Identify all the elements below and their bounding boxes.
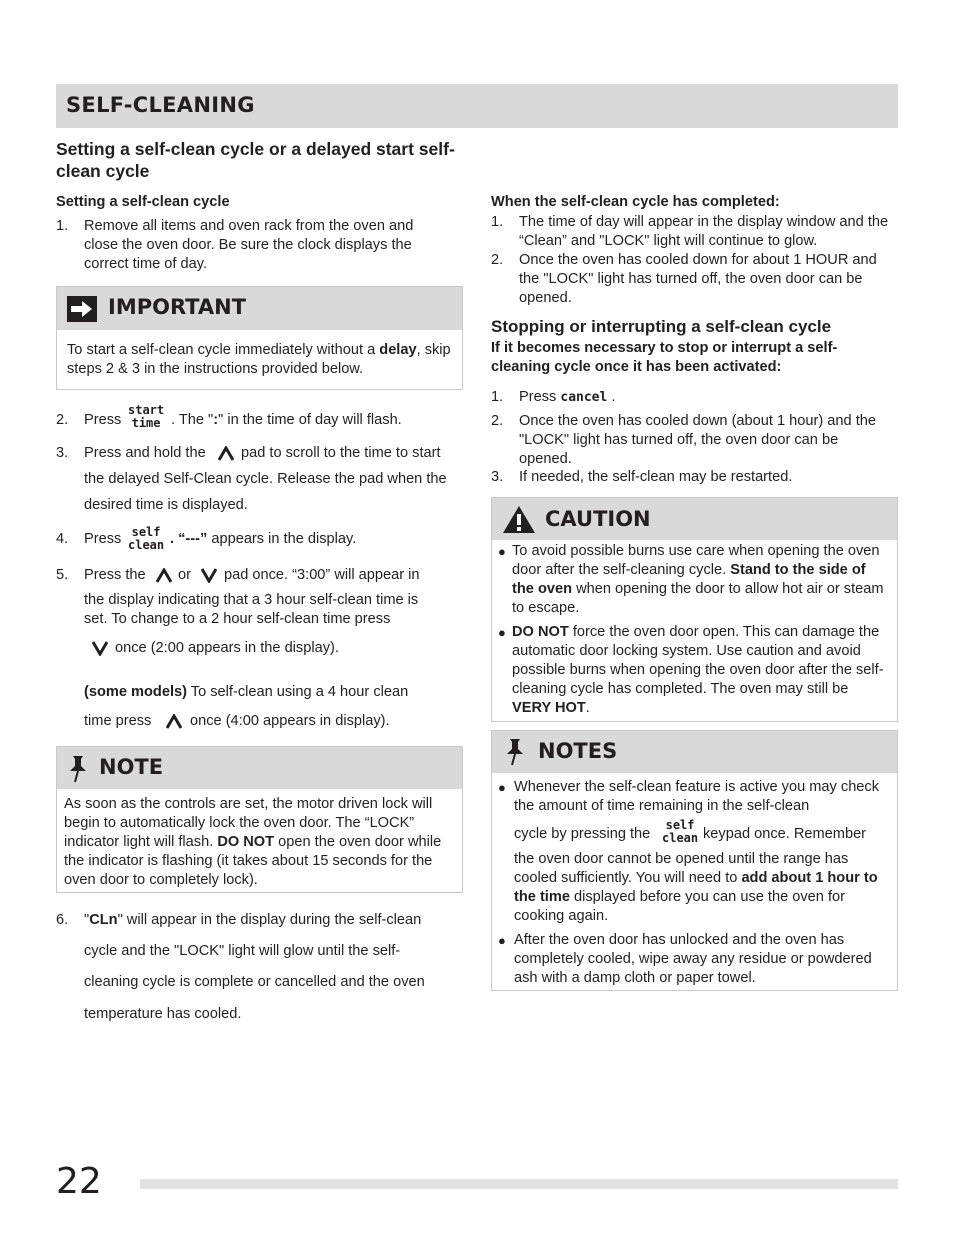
caution-header	[492, 498, 897, 540]
start-time-key: start time	[128, 403, 165, 430]
up-arrow-icon	[166, 714, 182, 729]
bullet-icon: ●	[498, 780, 506, 795]
bullet-icon: ●	[498, 625, 506, 640]
completed-item-2: 2. Once the oven has cooled down for about 1 HOUR and the "LOCK" light has turned off, the oven door can be opened.	[491, 252, 877, 306]
stopping-item-1: 1. Press cancel .	[491, 389, 616, 405]
bullet-icon: ●	[498, 544, 506, 559]
caution-box	[491, 497, 898, 722]
warning-icon	[502, 505, 536, 534]
step-2: 2. Press start time . The ":" in the time of day will flash.	[56, 403, 402, 430]
pushpin-icon	[504, 738, 526, 766]
completed-item-1: 1. The time of day will appear in the display window and the “Clean” and "LOCK" light will continue to glow.	[491, 214, 889, 249]
important-box	[56, 286, 463, 390]
subheading: Setting a self-clean cycle	[56, 194, 230, 210]
bullet-icon: ●	[498, 933, 506, 948]
pushpin-icon	[67, 755, 89, 783]
note-title: NOTE	[99, 755, 164, 779]
important-text: To start a self-clean cycle immediately without a delay, skip steps 2 & 3 in the instructions provided below.	[67, 342, 451, 377]
step-4: 4. Press self clean . “---” appears in the display.	[56, 525, 357, 552]
up-arrow-icon	[218, 446, 234, 461]
step-6: 6. "CLn" will appear in the display during the self-clean cycle and the "LOCK" light will glow until the self- cleaning cycle is complete or cancelled and the oven temperature has cooled.	[56, 912, 425, 1022]
down-arrow-icon	[92, 641, 108, 656]
note-header	[57, 747, 462, 789]
caution-bullet-2: DO NOT force the oven door open. This can damage the automatic door locking system. Use caution and avoid possible burns when opening the oven door after the self-cleaning cycle has completed. The oven may still be VERY HOT.	[512, 624, 884, 716]
self-clean-key: self clean	[662, 818, 699, 845]
page-number: 22	[56, 1161, 102, 1202]
notes-title: NOTES	[538, 739, 618, 763]
up-arrow-icon	[156, 568, 172, 583]
important-header	[57, 287, 462, 330]
notes-header	[492, 731, 897, 773]
self-clean-key: self clean	[128, 525, 165, 552]
footer-bar	[140, 1179, 898, 1189]
section-title: SELF-CLEANING	[66, 93, 255, 117]
down-arrow-icon	[201, 568, 217, 583]
cancel-key: cancel	[560, 389, 608, 405]
stopping-heading: Stopping or interrupting a self-clean cycle	[491, 317, 832, 336]
caution-bullet-1: To avoid possible burns use care when opening the oven door after the self-cleaning cycle. Stand to the side of the oven when opening the door to allow hot air or steam to escape.	[512, 543, 884, 616]
notes-bullet-1c: the oven door cannot be opened until the range has cooled sufficiently. You will need to add about 1 hour to the time displayed before you can use the oven for cooking again.	[514, 851, 878, 924]
step-3: 3. Press and hold the pad to scroll to the time to start the delayed Self-Clean cycle. Release the pad when the desired time is displayed.	[56, 445, 447, 513]
notes-bullet-1b: cycle by pressing the self clean keypad once. Remember	[514, 818, 867, 845]
note-text: As soon as the controls are set, the motor driven lock will begin to automatically lock the oven door. The “LOCK” indicator light will flash. DO NOT open the oven door while the indicator is flashing (it takes about 15 seconds for the oven door to completely lock).	[64, 796, 442, 888]
arrow-right-icon	[67, 296, 97, 322]
main-heading: Setting a self-clean cycle or a delayed start self-clean cycle	[56, 139, 455, 181]
completed-heading: When the self-clean cycle has completed:	[491, 194, 780, 210]
important-title: IMPORTANT	[108, 295, 247, 319]
step-5: 5. Press the or pad once. “3:00” will appear in the display indicating that a 3 hour self-clean time is set. To change to a 2 hour self-clean time press once (2:00 appears in the display). (some models) To self-clean using a 4 hour clean time press once (4:00 appears in display).	[56, 567, 420, 729]
caution-title: CAUTION	[545, 507, 651, 531]
stopping-item-2: 2. Once the oven has cooled down (about 1 hour) and the "LOCK" light has turned off, the oven door can be opened.	[491, 413, 876, 467]
notes-bullet-2: After the oven door has unlocked and the oven has completely cooled, wipe away any residue or powdered ash with a damp cloth or paper towel.	[514, 932, 872, 986]
stopping-item-3: 3. If needed, the self-clean may be restarted.	[491, 469, 793, 485]
stopping-subheading: If it becomes necessary to stop or interrupt a self-cleaning cycle once it has been activated:	[491, 340, 838, 375]
section-banner	[56, 84, 898, 128]
notes-box	[491, 730, 898, 991]
step-1: 1. Remove all items and oven rack from the oven and close the oven door. Be sure the clock displays the correct time of day.	[56, 218, 414, 272]
note-box	[56, 746, 463, 893]
notes-bullet-1a: Whenever the self-clean feature is active you may check the amount of time remaining in the self-clean	[514, 779, 880, 814]
